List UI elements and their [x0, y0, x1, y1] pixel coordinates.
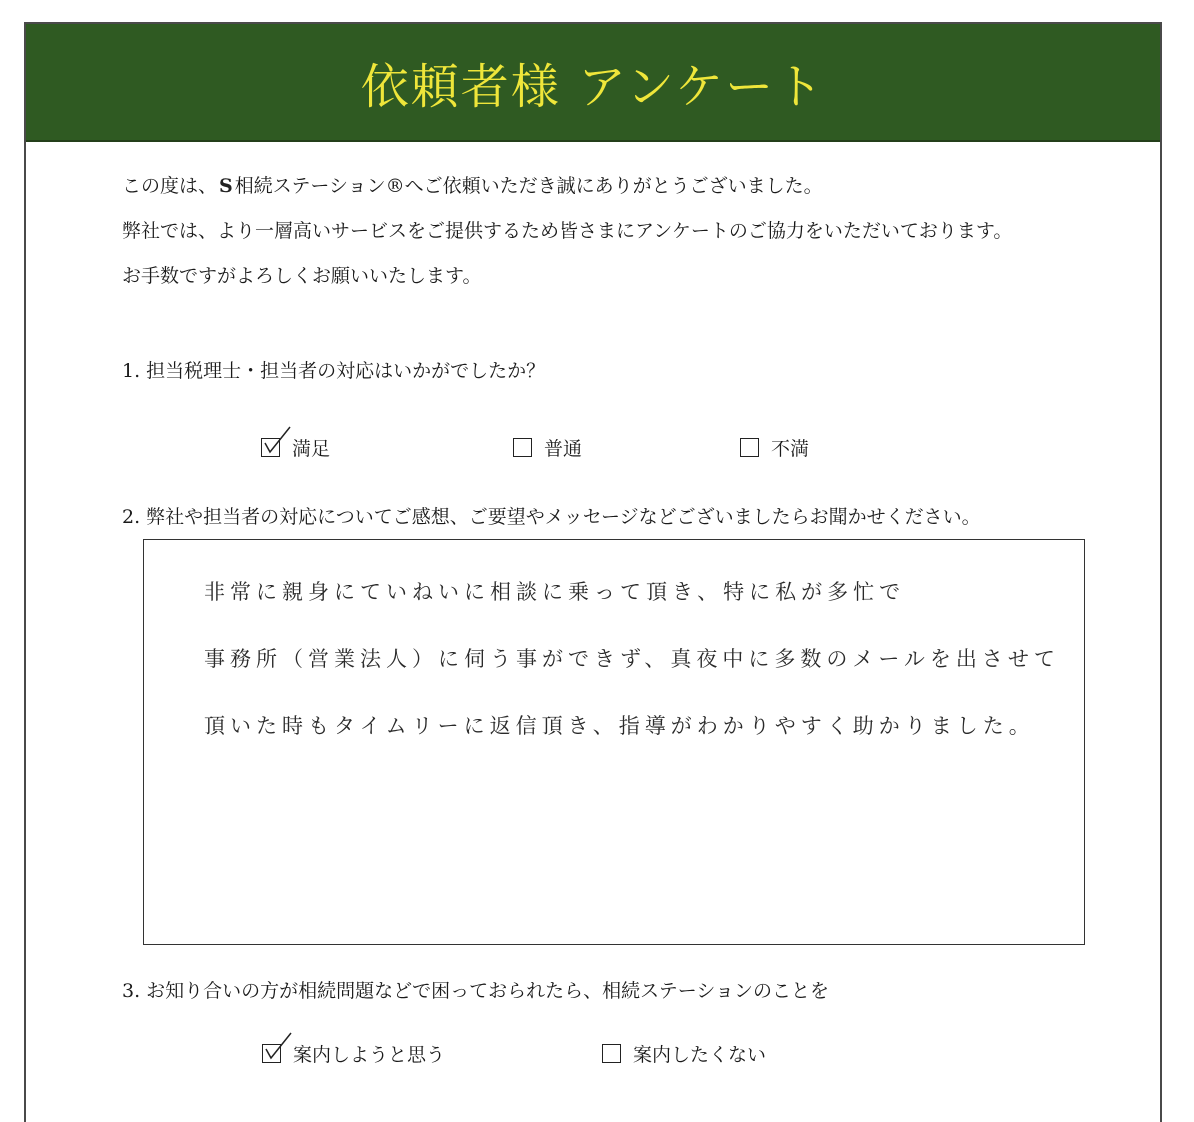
comment-answer-box[interactable] [143, 539, 1085, 945]
q1-option-normal[interactable] [513, 434, 582, 461]
question-2: 2. 弊社や担当者の対応についてご感想、ご要望やメッセージなどございましたらお聞かせください。 [122, 506, 981, 528]
check-mark-icon [260, 425, 294, 459]
question-3: 3. お知り合いの方が相続問題などで困っておられたら、相続ステーションのことを [122, 980, 830, 1002]
answer-line-2: 事務所（営業法人）に伺う事ができず、真夜中に多数のメールを出させて [204, 647, 1060, 671]
q1-option-dissatisfied[interactable] [740, 434, 809, 461]
option-label: 案内しようと思う [293, 1044, 446, 1066]
header-banner [26, 24, 1160, 142]
option-label: 案内したくない [633, 1044, 767, 1066]
intro-line-2: 弊社では、より一層高いサービスをご提供するため皆さまにアンケートのご協力をいただいております。 [122, 220, 1013, 242]
checkbox[interactable] [602, 1044, 621, 1063]
checkbox[interactable] [513, 438, 532, 457]
check-mark-icon [261, 1031, 295, 1065]
survey-sheet [24, 22, 1162, 1122]
intro-line-3: お手数ですがよろしくお願いいたします。 [122, 265, 482, 287]
company-logo-icon: S [219, 175, 233, 197]
q1-option-satisfied[interactable] [261, 434, 330, 461]
checkbox[interactable] [262, 1044, 281, 1063]
q3-option-not-recommend[interactable] [602, 1040, 766, 1067]
q3-option-recommend[interactable] [262, 1040, 445, 1067]
option-label: 不満 [771, 438, 810, 460]
answer-line-1: 非常に親身にていねいに相談に乗って頂き、特に私が多忙で [204, 580, 906, 604]
intro-text [122, 164, 1012, 299]
option-label: 普通 [544, 438, 583, 460]
page-title: 依頼者様 アンケート [360, 58, 826, 115]
checkbox[interactable] [740, 438, 759, 457]
intro-line-1: この度は、 S 相続ステーション®へご依頼いただき誠にありがとうございました。 [122, 164, 1012, 209]
question-1: 1. 担当税理士・担当者の対応はいかがでしたか？ [122, 360, 546, 382]
checkbox[interactable] [261, 438, 280, 457]
option-label: 満足 [292, 438, 331, 460]
answer-line-3: 頂いた時もタイムリーに返信頂き、指導がわかりやすく助かりました。 [204, 714, 1035, 738]
